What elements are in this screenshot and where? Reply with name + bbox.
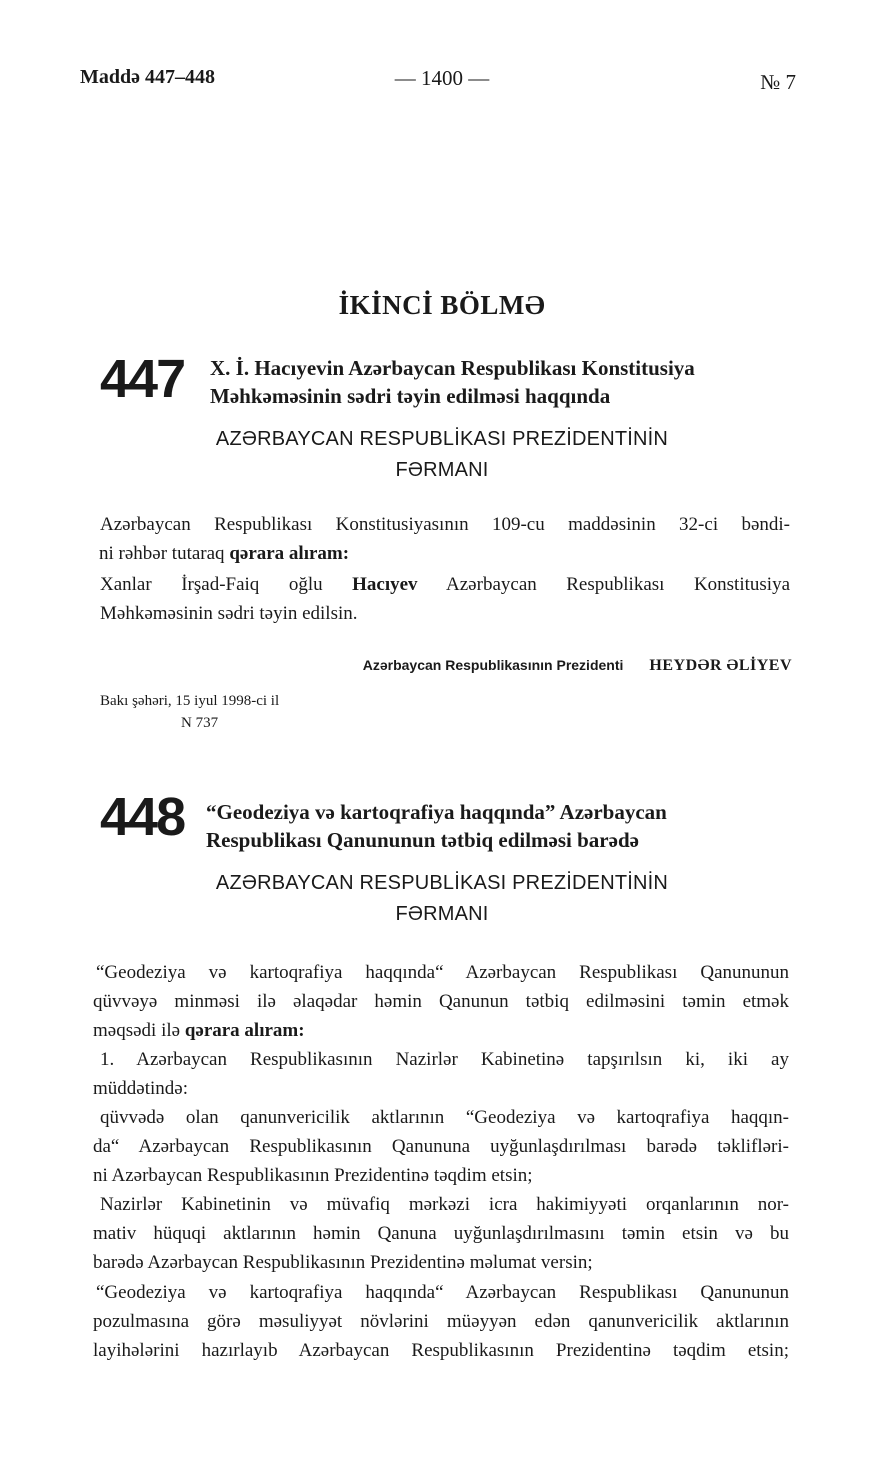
text-span: Xanlar İrşad-Faiq oğlu bbox=[100, 574, 353, 595]
section-title: İKİNCİ BÖLMƏ bbox=[338, 290, 546, 320]
paragraph bbox=[93, 1103, 789, 1190]
bold-phrase: qərara alıram: bbox=[229, 543, 350, 564]
bold-phrase: qərara alıram: bbox=[184, 1020, 305, 1041]
text-line: pozulmasına görə məsuliyyət növlərini müəyyən edən qanunvericilik aktlarının bbox=[93, 1311, 789, 1332]
document-title-447 bbox=[210, 354, 798, 410]
paragraph bbox=[100, 570, 790, 628]
text-line: barədə Azərbaycan Respublikasının Prezidentinə məlumat versin; bbox=[93, 1252, 593, 1273]
text-line bbox=[99, 539, 790, 568]
place-date: Bakı şəhəri, 15 iyul 1998-ci il bbox=[100, 693, 280, 709]
title-line: “Geodeziya və kartoqrafiya haqqında” Azərbaycan bbox=[206, 800, 667, 824]
issue-number: № 7 bbox=[760, 70, 796, 94]
decree-number: N 737 bbox=[181, 715, 219, 731]
document-title-448 bbox=[206, 798, 790, 854]
title-line: Məhkəməsinin sədri təyin edilməsi haqqında bbox=[210, 384, 611, 408]
paragraph bbox=[93, 1190, 789, 1277]
text-span: məqsədi ilə bbox=[93, 1020, 185, 1041]
text-line: “Geodeziya və kartoqrafiya haqqında“ Azərbaycan Respublikası Qanununun bbox=[96, 1282, 789, 1303]
decree-type-line: FƏRMANI bbox=[395, 903, 489, 925]
text-line: qüvvədə olan qanunvericilik aktlarının “Geodeziya və kartoqrafiya haqqın- bbox=[100, 1107, 789, 1128]
text-span: Azərbaycan Respublikası Konstitusiya bbox=[417, 574, 791, 595]
text-line: da“ Azərbaycan Respublikasının Qanununa uyğunlaşdırılması barədə təklifləri- bbox=[93, 1136, 789, 1157]
decree-type-line: AZƏRBAYCAN RESPUBLİKASI PREZİDENTİNİN bbox=[215, 428, 669, 450]
signature-block bbox=[0, 657, 792, 675]
text-line: ni Azərbaycan Respublikasının Prezidentinə təqdim etsin; bbox=[93, 1165, 533, 1186]
decree-type-line: AZƏRBAYCAN RESPUBLİKASI PREZİDENTİNİN bbox=[215, 872, 669, 894]
text-line: Azərbaycan Respublikası Konstitusiyasının 109-cu maddəsinin 32-ci bəndi- bbox=[100, 514, 790, 535]
title-line: X. İ. Hacıyevin Azərbaycan Respublikası Konstitusiya bbox=[210, 356, 695, 380]
text-line: 1. Azərbaycan Respublikasının Nazirlər Kabinetinə tapşırılsın ki, iki ay bbox=[100, 1049, 789, 1070]
document-number-448: 448 bbox=[100, 787, 185, 847]
decree-type-447 bbox=[0, 424, 884, 486]
text-line: mativ hüquqi aktlarının həmin Qanuna uyğunlaşdırılmasını təmin etsin və bu bbox=[93, 1223, 789, 1244]
title-line: Respublikası Qanununun tətbiq edilməsi barədə bbox=[206, 828, 639, 852]
paragraph bbox=[100, 510, 790, 568]
text-line bbox=[100, 570, 790, 599]
paragraph bbox=[93, 958, 789, 1045]
document-number-447: 447 bbox=[100, 349, 185, 409]
text-line: Məhkəməsinin sədri təyin edilsin. bbox=[100, 603, 358, 624]
paragraph bbox=[93, 1045, 789, 1103]
text-span: ni rəhbər tutaraq bbox=[99, 543, 230, 564]
text-line: Nazirlər Kabinetinin və müvafiq mərkəzi icra hakimiyyəti orqanlarının nor- bbox=[100, 1194, 789, 1215]
article-range: Maddə 447–448 bbox=[80, 66, 215, 88]
page-number: — 1400 — bbox=[394, 66, 490, 90]
signature-name: HEYDƏR ƏLİYEV bbox=[649, 657, 792, 674]
signature-title: Azərbaycan Respublikasının Prezidenti bbox=[362, 657, 624, 673]
text-line: layihələrini hazırlayıb Azərbaycan Respublikasının Prezidentinə təqdim etsin; bbox=[93, 1340, 789, 1361]
bold-phrase: Hacıyev bbox=[352, 574, 418, 595]
text-line: müddətində: bbox=[93, 1078, 188, 1099]
paragraph bbox=[93, 1278, 789, 1365]
text-line bbox=[93, 1016, 789, 1045]
text-line: qüvvəyə minməsi ilə əlaqədar həmin Qanunun tətbiq edilməsini təmin etmək bbox=[93, 991, 789, 1012]
decree-type-line: FƏRMANI bbox=[395, 459, 489, 481]
text-line: “Geodeziya və kartoqrafiya haqqında“ Azərbaycan Respublikası Qanununun bbox=[96, 962, 789, 983]
decree-type-448 bbox=[0, 868, 884, 930]
